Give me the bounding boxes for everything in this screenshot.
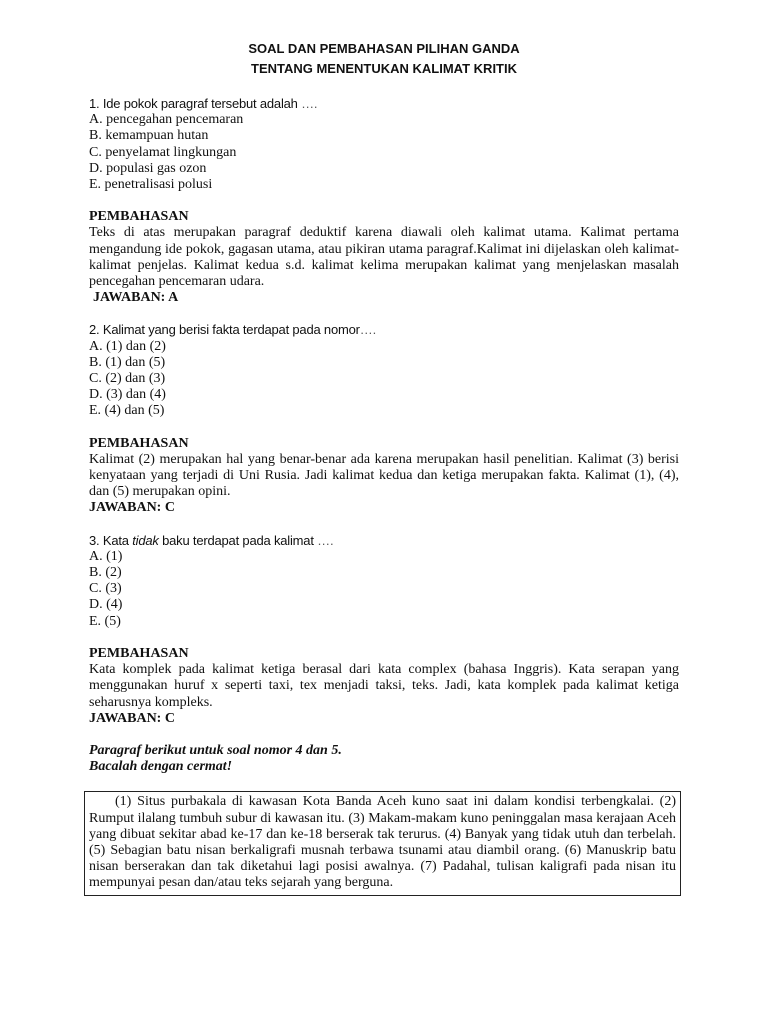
document-body: [89, 96, 679, 896]
question-3-option-b: B. (2): [89, 565, 122, 581]
question-1-option-b: B. kemampuan hutan: [89, 128, 209, 144]
question-2-option-e: E. (4) dan (5): [89, 403, 165, 419]
question-2-prompt: 2. Kalimat yang berisi fakta terdapat pada nomor: [89, 322, 360, 338]
question-2-option-c: C. (2) dan (3): [89, 371, 166, 387]
question-3-prompt-start: 3. Kata: [89, 532, 133, 548]
question-2-answer: JAWABAN: C: [89, 500, 175, 516]
question-2-option-a: A. (1) dan (2): [89, 338, 166, 354]
question-2-pembahasan-heading: PEMBAHASAN: [89, 435, 189, 451]
question-1-option-d: D. populasi gas ozon: [89, 160, 207, 176]
question-3-explanation: Kata komplek pada kalimat ketiga berasal dari kata complex (bahasa Inggris). Kata serapan yang menggunakan huruf x seperti taxi, tex menjadi taksi, teks. Jadi, kata komplek pada kalimat ketiga seharusnya kompleks.: [89, 662, 679, 710]
question-1-answer: JAWABAN: A: [93, 290, 179, 306]
question-2-text: [89, 322, 679, 338]
question-3-option-e: E. (5): [89, 613, 121, 629]
question-3-text: [89, 533, 679, 549]
question-1-option-a: A. pencegahan pencemaran: [89, 112, 244, 128]
document-title-line-2: TENTANG MENENTUKAN KALIMAT KRITIK: [251, 61, 517, 76]
question-3-prompt-end: baku terdapat pada kalimat: [158, 532, 314, 548]
question-3-pembahasan-heading: PEMBAHASAN: [89, 645, 189, 661]
question-3-prompt-italic: tidak: [132, 532, 159, 548]
question-1: [89, 96, 679, 193]
question-2-option-b: B. (1) dan (5): [89, 354, 166, 370]
question-2-explanation: Kalimat (2) merupakan hal yang benar-benar ada karena merupakan hasil penelitian. Kalimat (3) berisi kenyataan yang terjadi di Uni Rusia. Jadi kalimat kedua dan ketiga merupakan fakta. Kalimat (1), (4), dan (5) merupakan opini.: [89, 451, 679, 500]
question-1-pembahasan-heading: PEMBAHASAN: [89, 209, 189, 225]
passage-intro-line-1: Paragraf berikut untuk soal nomor 4 dan 5.: [89, 742, 342, 758]
question-3-dots: ….: [317, 532, 334, 548]
document-title-line-1: SOAL DAN PEMBAHASAN PILIHAN GANDA: [248, 41, 520, 56]
question-3-option-c: C. (3): [89, 581, 122, 597]
question-2-dots: ….: [359, 322, 377, 338]
question-2: [89, 322, 679, 419]
reading-passage-box: (1) Situs purbakala di kawasan Kota Banda Aceh kuno saat ini dalam kondisi terbengkalai. (2) Rumput ilalang tumbuh subur di kawasan itu. (3) Makam-makam kuno peninggalan masa kerajaan Aceh yang dibuat sekitar abad ke-17 dan ke-18 berserak tak terurus. (4) Banyak yang tidak utuh dan terbelah. (5) Sebagian batu nisan berkaligrafi musnah terbawa tsunami atau diambil orang. (6) Manuskrip batu nisan berserakan dan tak diketahui lagi posisi awalnya. (7) Padahal, tulisan kaligrafi pada nisan itu mempunyai pesan dan/atau teks sejarah yang berguna.: [84, 791, 681, 895]
question-1-option-e: E. penetralisasi polusi: [89, 177, 213, 193]
question-3-answer: JAWABAN: C: [89, 710, 175, 726]
question-1-dots: ….: [301, 96, 318, 111]
passage-intro-line-2: Bacalah dengan cermat!: [89, 759, 233, 775]
question-1-text: [89, 96, 679, 112]
question-2-option-d: D. (3) dan (4): [89, 387, 166, 403]
question-3-option-d: D. (4): [89, 597, 123, 613]
question-1-explanation: Teks di atas merupakan paragraf deduktif karena diawali oleh kalimat utama. Kalimat pertama mengandung ide pokok, gagasan utama, atau pikiran utama paragraf.Kalimat ini dijelaskan oleh kalimat-kalimat penjelas. Kalimat kedua s.d. kalimat kelima merupakan kalimat yang menjelaskan masalah pencegahan pencemaran udara.: [89, 225, 679, 290]
question-3: [89, 533, 679, 630]
question-1-prompt: 1. Ide pokok paragraf tersebut adalah: [89, 96, 298, 111]
question-1-option-c: C. penyelamat lingkungan: [89, 144, 237, 160]
question-3-option-a: A. (1): [89, 548, 123, 564]
